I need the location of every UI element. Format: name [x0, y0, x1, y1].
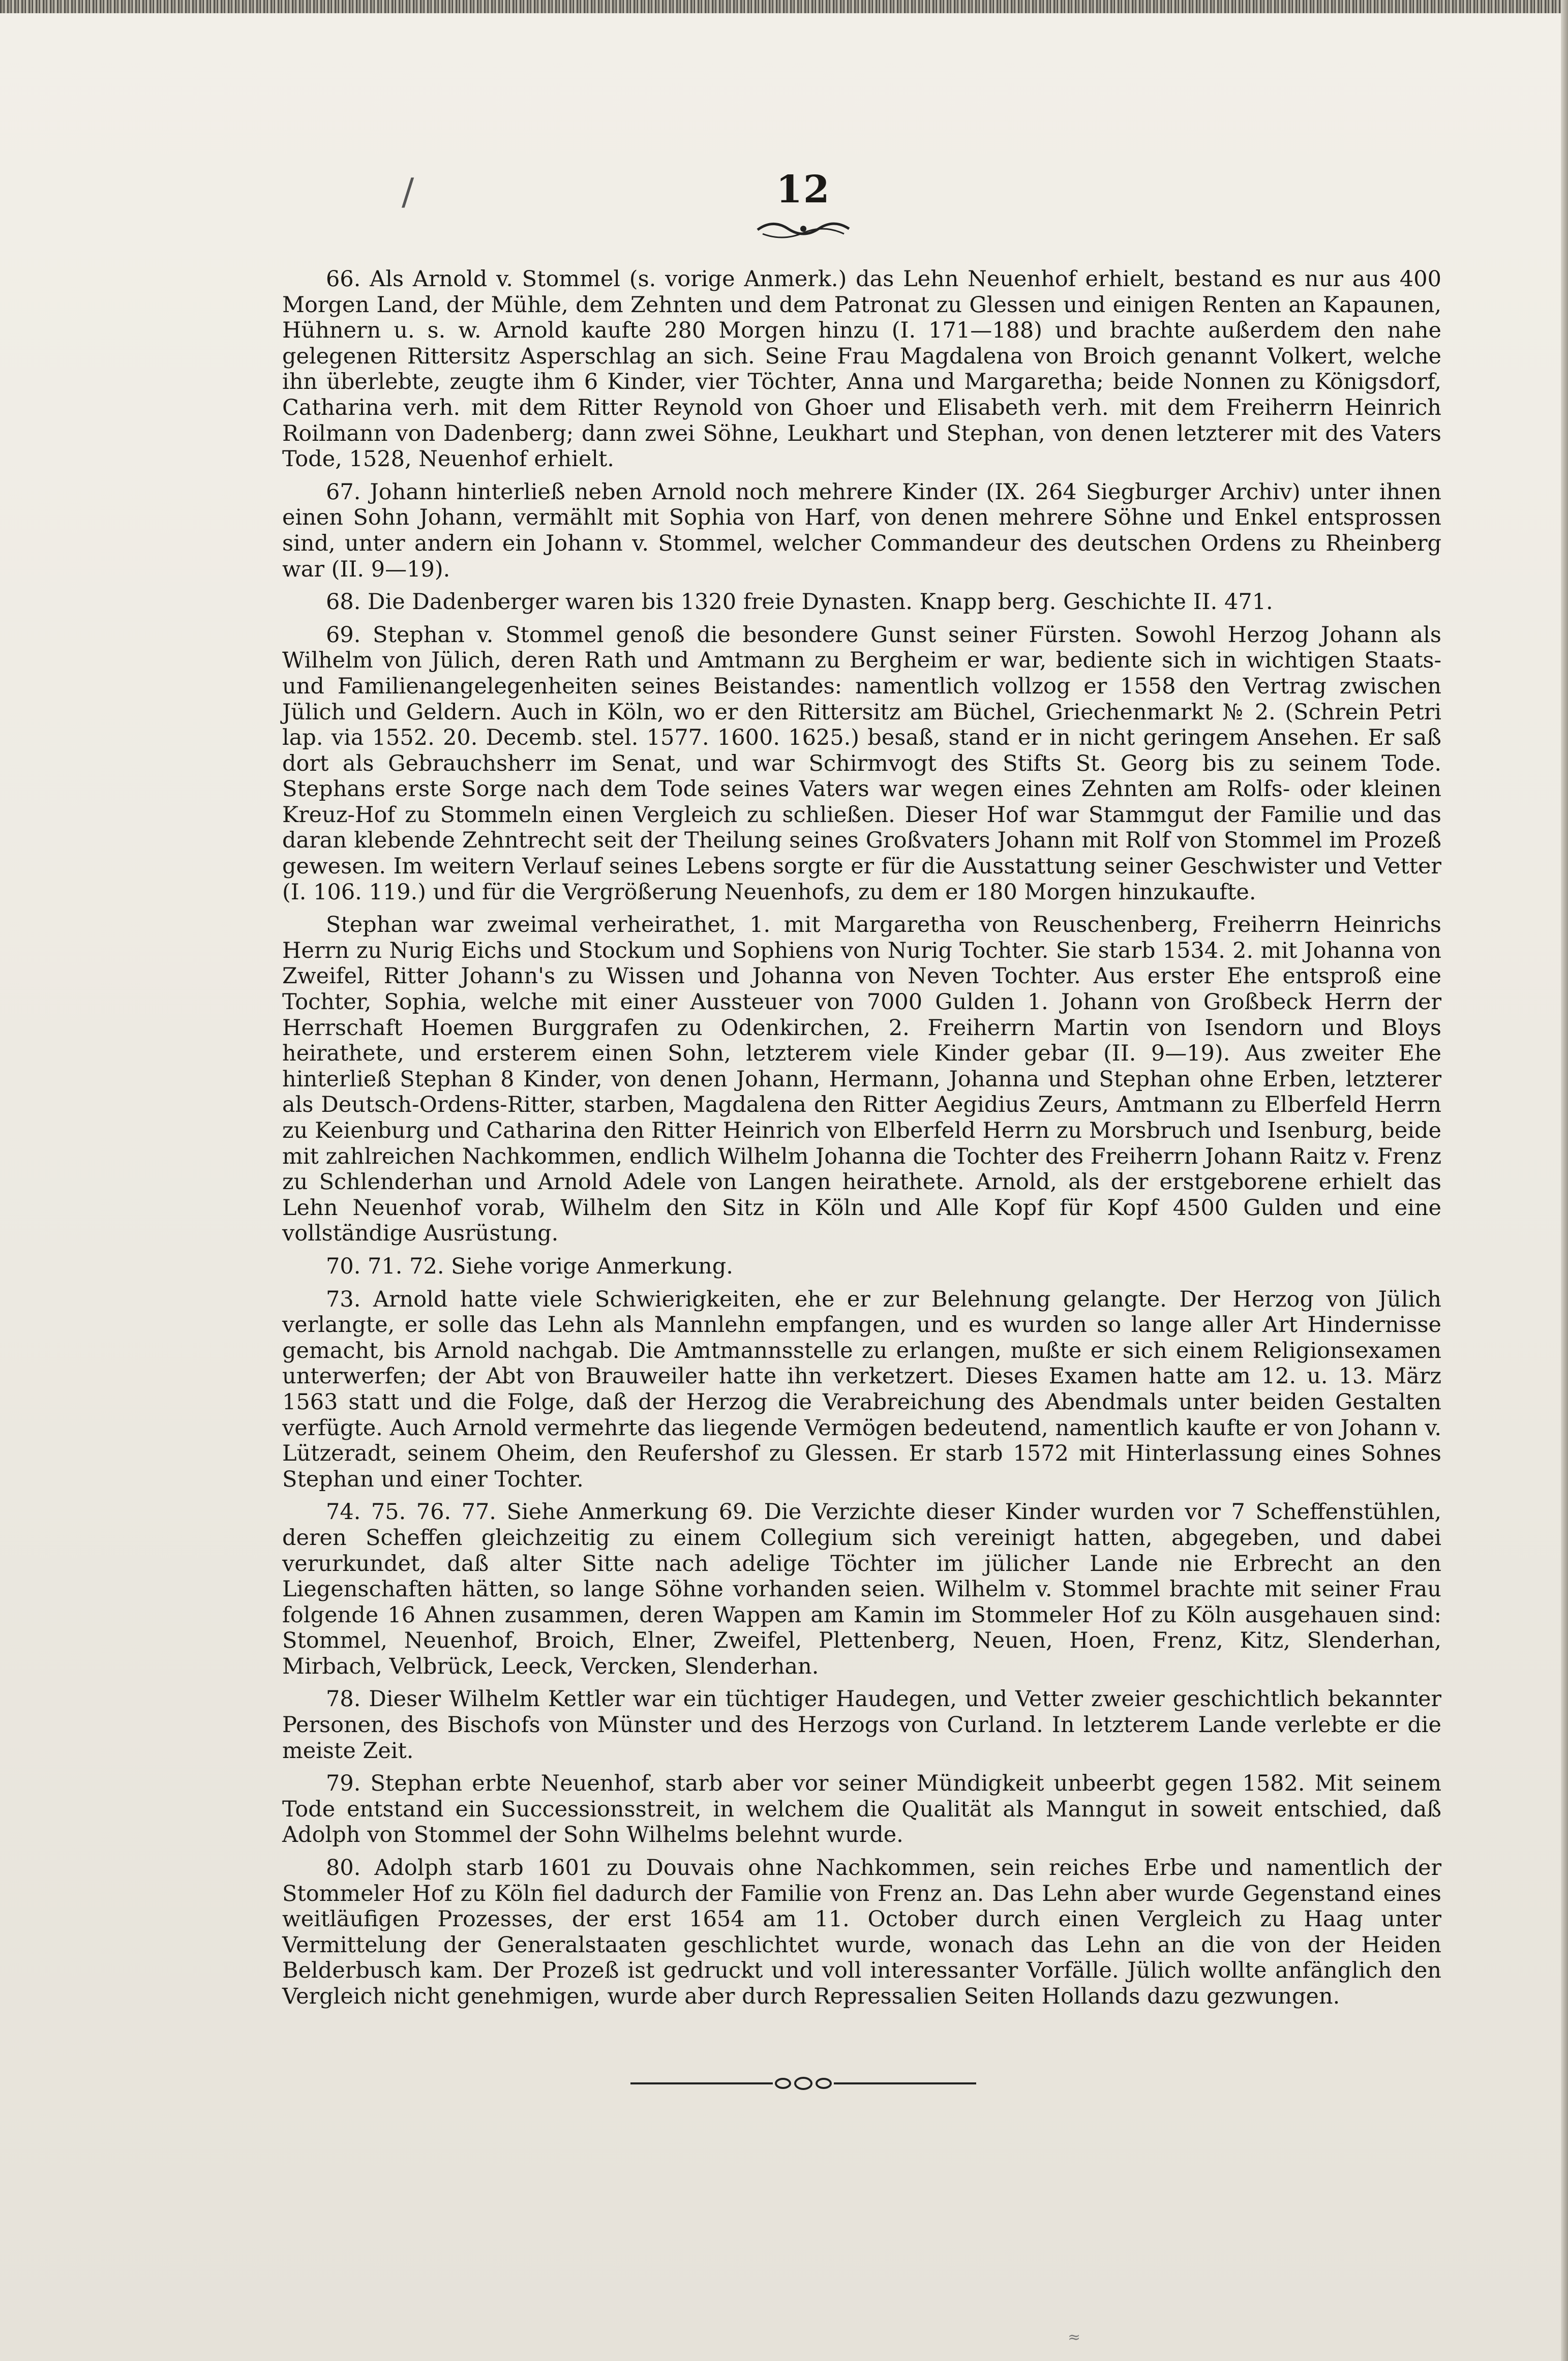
footer-ornament — [630, 2073, 976, 2094]
note-69: 69. Stephan v. Stommel genoß die besondere Gunst seiner Fürsten. Sowohl Herzog Johann als Wilhelm von Jülich, deren Rath und Amtmann zu Bergheim er war, bediente sich in wichtigen Staats- und Familienangelegenheiten seines Beistandes: namentlich vollzog er 1558 den Vertrag zwischen Jülich und Geldern. Auch in Köln, wo er den Rittersitz am Büchel, Griechenmarkt № 2. (Schrein Petri lap. via 1552. 20. Decemb. stel. 1577. 1600. 1625.) besaß, stand er in nicht geringem Ansehen. Er saß dort als Gebrauchsherr im Senat, und war Schirmvogt des Stifts St. Georg bis zu seinem Tode. Stephans erste Sorge nach dem Tode seines Vaters war wegen eines Zehnten am Rolfs- oder kleinen Kreuz-Hof zu Stommeln einen Vergleich zu schließen. Dieser Hof war Stammgut der Familie und das daran klebende Zehntrecht seit der Theilung seines Großvaters Johann mit Rolf von Stommel im Prozeß gewesen. Im weitern Verlauf seines Lebens sorgte er für die Ausstattung seiner Geschwister und Vetter (I. 106. 119.) und für die Vergrößerung Neuenhofs, zu dem er 180 Morgen hinzukaufte. — [282, 622, 1441, 905]
note-67: 67. Johann hinterließ neben Arnold noch mehrere Kinder (IX. 264 Siegburger Archiv) unter ihnen einen Sohn Johann, vermählt mit Sophia von Harf, von denen mehrere Söhne und Enkel entsprossen sind, unter andern ein Johann v. Stommel, welcher Commandeur des deutschen Ordens zu Rheinberg war (II. 9—19). — [282, 479, 1441, 582]
note-80: 80. Adolph starb 1601 zu Douvais ohne Nachkommen, sein reiches Erbe und namentlich der Stommeler Hof zu Köln fiel dadurch der Familie von Frenz an. Das Lehn aber wurde Gegenstand eines weitläufigen Prozesses, der erst 1654 am 11. October durch einen Vergleich zu Haag unter Vermittelung der Generalstaaten geschlichtet wurde, wonach das Lehn an die von der Heiden Belderbusch kam. Der Prozeß ist gedruckt und voll interessanter Vorfälle. Jülich wollte anfänglich den Vergleich nicht genehmigen, wurde aber durch Repressalien Seiten Hollands dazu gezwungen. — [282, 1855, 1441, 2009]
header-ornament — [752, 214, 854, 244]
note-79: 79. Stephan erbte Neuenhof, starb aber vor seiner Mündigkeit unbeerbt gegen 1582. Mit seinem Tode entstand ein Successionsstreit, in welchem die Qualität als Manngut in soweit entschied, daß Adolph von Stommel der Sohn Wilhelms belehnt wurde. — [282, 1771, 1441, 1848]
note-74-77: 74. 75. 76. 77. Siehe Anmerkung 69. Die Verzichte dieser Kinder wurden vor 7 Scheffenstühlen, deren Scheffen gleichzeitig zu einem Collegium sich vereinigt hatten, abgegeben, und dabei verurkundet, daß alter Sitte nach adelige Töchter im jülicher Lande nie Erbrecht an den Liegenschaften hätten, so lange Söhne vorhanden seien. Wilhelm v. Stommel brachte mit seiner Frau folgende 16 Ahnen zusammen, deren Wappen am Kamin im Stommeler Hof zu Köln ausgehauen sind: Stommel, Neuenhof, Broich, Elner, Zweifel, Plettenberg, Neuen, Hoen, Frenz, Kitz, Slenderhan, Mirbach, Velbrück, Leeck, Vercken, Slenderhan. — [282, 1499, 1441, 1679]
note-70-72: 70. 71. 72. Siehe vorige Anmerkung. — [326, 1253, 733, 1279]
notes-text — [282, 266, 1441, 2017]
note-69-continued: Stephan war zweimal verheirathet, 1. mit Margaretha von Reuschenberg, Freiherrn Heinrichs Herrn zu Nurig Eichs und Stockum und Sophiens von Nurig Tochter. Sie starb 1534. 2. mit Johanna von Zweifel, Ritter Johann's zu Wissen und Johanna von Neven Tochter. Aus erster Ehe entsproß eine Tochter, Sophia, welche mit einer Aussteuer von 7000 Gulden 1. Johann von Großbeck Herrn der Herrschaft Hoemen Burggrafen zu Odenkirchen, 2. Freiherrn Martin von Isendorn und Bloys heirathete, und ersterem einen Sohn, letzterem viele Kinder gebar (II. 9—19). Aus zweiter Ehe hinterließ Stephan 8 Kinder, von denen Johann, Hermann, Johanna und Stephan ohne Erben, letzterer als Deutsch-Ordens-Ritter, starben, Magdalena den Ritter Aegidius Zeurs, Amtmann zu Elberfeld Herrn zu Keienburg und Catharina den Ritter Heinrich von Elberfeld Herrn zu Morsbruch und Isenburg, beide mit zahlreichen Nachkommen, endlich Wilhelm Johanna die Tochter des Freiherrn Johann Raitz v. Frenz zu Schlenderhan und Arnold Adele von Langen heirathete. Arnold, als der erstgeborene erhielt das Lehn Neuenhof vorab, Wilhelm den Sitz in Köln und Alle Kopf für Kopf 4500 Gulden und eine vollständige Ausrüstung. — [282, 912, 1441, 1247]
bottom-margin-mark: ≈ — [1068, 2328, 1081, 2346]
page-right-edge — [1561, 0, 1568, 2361]
note-73: 73. Arnold hatte viele Schwierigkeiten, ehe er zur Belehnung gelangte. Der Herzog von Jülich verlangte, er solle das Lehn als Mannlehn empfangen, und es wurden so lange aller Art Hindernisse gemacht, bis Arnold nachgab. Die Amtmannsstelle zu erlangen, mußte er sich einem Religionsexamen unterwerfen; der Abt von Brauweiler hatte ihn verketzert. Dieses Examen hatte am 12. u. 13. März 1563 statt und die Folge, daß der Herzog die Verabreichung des Abendmals unter beiden Gestalten verfügte. Auch Arnold vermehrte das liegende Vermögen bedeutend, namentlich kaufte er von Johann v. Lützeradt, seinem Oheim, den Reufershof zu Glessen. Er starb 1572 mit Hinterlassung eines Sohnes Stephan und einer Tochter. — [282, 1286, 1441, 1492]
margin-mark: / — [402, 170, 414, 213]
page-top-border — [0, 0, 1568, 13]
note-66: 66. Als Arnold v. Stommel (s. vorige Anmerk.) das Lehn Neuenhof erhielt, bestand es nur aus 400 Morgen Land, der Mühle, dem Zehnten und dem Patronat zu Glessen und einigen Renten an Kapaunen, Hühnern u. s. w. Arnold kaufte 280 Morgen hinzu (I. 171—188) und brachte außerdem den nahe gelegenen Rittersitz Asperschlag an sich. Seine Frau Magdalena von Broich genannt Volkert, welche ihn überlebte, zeugte ihm 6 Kinder, vier Töchter, Anna und Margaretha; beide Nonnen zu Königsdorf, Catharina verh. mit dem Ritter Reynold von Ghoer und Elisabeth verh. mit dem Freiherrn Heinrich Roilmann von Dadenberg; dann zwei Söhne, Leukhart und Stephan, von denen letzterer mit des Vaters Tode, 1528, Neuenhof erhielt. — [282, 266, 1441, 472]
note-68: 68. Die Dadenberger waren bis 1320 freie Dynasten. Knapp berg. Geschichte II. 471. — [326, 589, 1273, 615]
note-78: 78. Dieser Wilhelm Kettler war ein tüchtiger Haudegen, und Vetter zweier geschichtlich bekannter Personen, des Bischofs von Münster und des Herzogs von Curland. In letzterem Lande verlebte er die meiste Zeit. — [282, 1686, 1441, 1764]
page-number: 12 — [776, 168, 831, 211]
